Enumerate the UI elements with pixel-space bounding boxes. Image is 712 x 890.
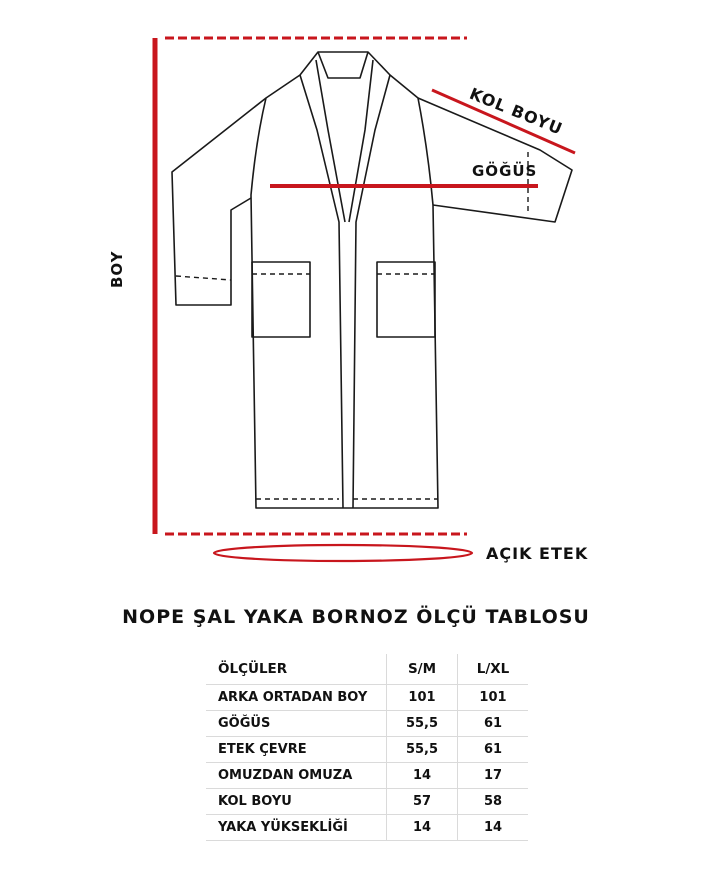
pocket-left [252,262,310,337]
row-label: GÖĞÜS [206,711,387,737]
row-label: YAKA YÜKSEKLİĞİ [206,815,387,841]
collar-back [318,52,368,78]
acik-etek-label: AÇIK ETEK [486,544,589,563]
row-label: OMUZDAN OMUZA [206,763,387,789]
header-sm: S/M [387,654,458,685]
row-value-lxl: 58 [458,789,529,815]
row-value-sm: 55,5 [387,711,458,737]
row-value-sm: 14 [387,815,458,841]
row-value-lxl: 17 [458,763,529,789]
table-row [206,737,528,763]
gogus-label: GÖĞÜS [472,162,538,180]
table-row [206,763,528,789]
table-header-row [206,654,528,685]
pocket-right [377,262,435,337]
lapel-right [353,75,390,508]
kol-boyu-label: KOL BOYU [466,84,566,139]
page-title: NOPE ŞAL YAKA BORNOZ ÖLÇÜ TABLOSU [122,606,590,628]
row-value-sm: 55,5 [387,737,458,763]
robe-body-outline [251,52,438,508]
header-lxl: L/XL [458,654,529,685]
header-olculer: ÖLÇÜLER [206,654,387,685]
row-value-sm: 14 [387,763,458,789]
table-row [206,815,528,841]
lapel-left [300,75,343,508]
boy-label: BOY [108,250,126,288]
row-value-lxl: 61 [458,711,529,737]
table-row [206,711,528,737]
table-row [206,685,528,711]
cuff-left-stitch [176,276,231,280]
row-label: ARKA ORTADAN BOY [206,685,387,711]
row-value-lxl: 101 [458,685,529,711]
size-table [206,654,528,841]
row-label: KOL BOYU [206,789,387,815]
row-value-sm: 101 [387,685,458,711]
row-value-lxl: 61 [458,737,529,763]
table-row [206,789,528,815]
row-value-sm: 57 [387,789,458,815]
acik-etek-ellipse [214,545,472,561]
row-label: ETEK ÇEVRE [206,737,387,763]
row-value-lxl: 14 [458,815,529,841]
